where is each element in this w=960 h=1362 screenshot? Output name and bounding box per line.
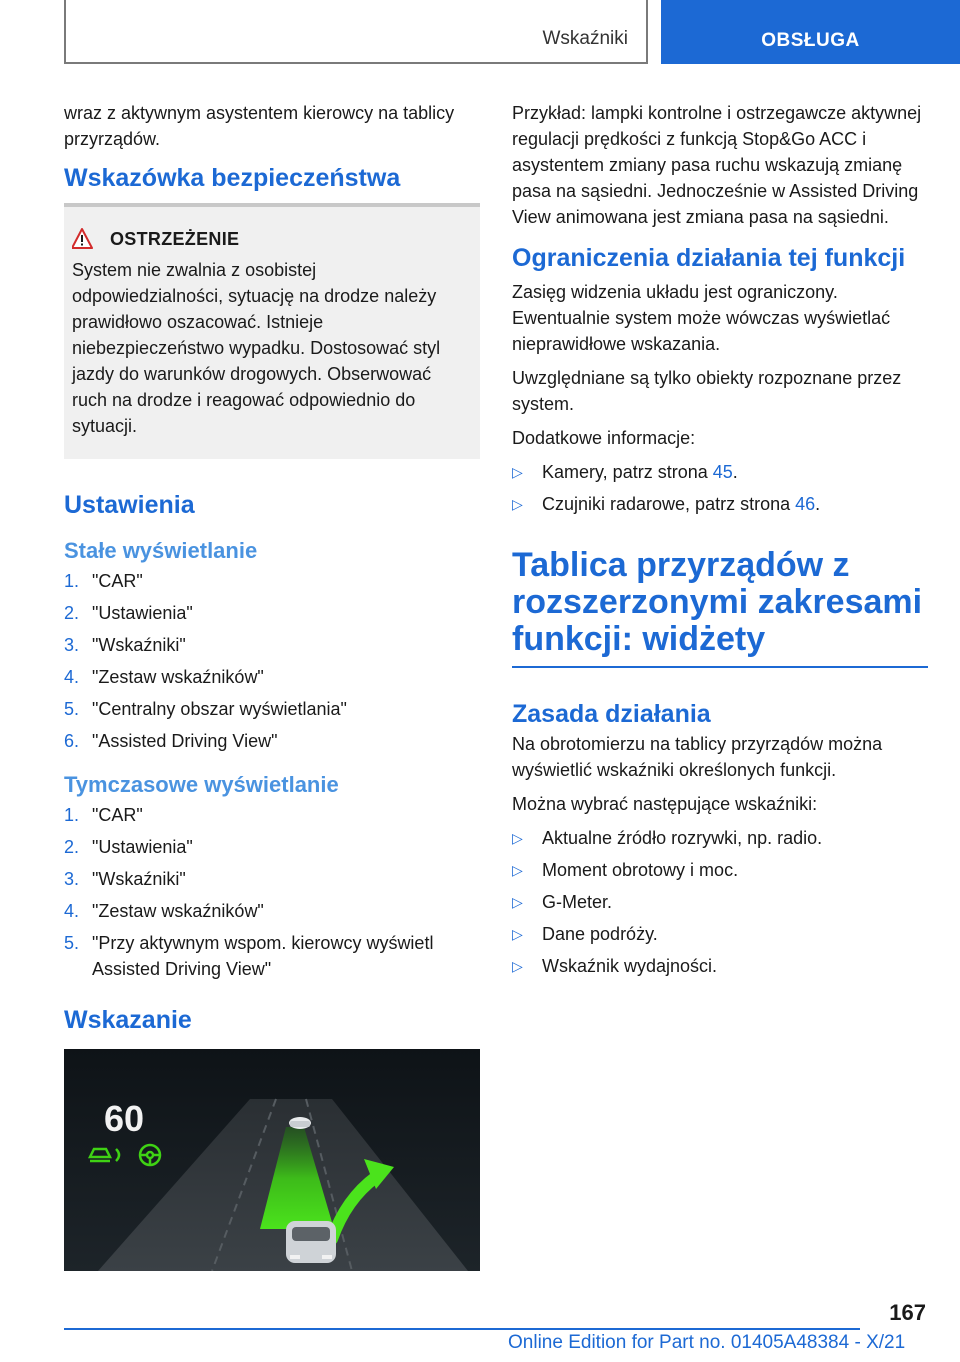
bullet-triangle-icon: ▷: [512, 958, 523, 974]
widgets-list: [512, 825, 928, 979]
list-item: ▷ Aktualne źródło rozrywki, np. radio.: [512, 825, 928, 851]
list-item: 1. "CAR": [64, 805, 143, 825]
list-item: 4. "Zestaw wskaźników": [64, 667, 264, 687]
list-item: 1. "CAR": [64, 571, 143, 591]
list-item: 2. "Ustawienia": [64, 837, 193, 857]
footer-edition: Online Edition for Part no. 01405A48384 - X/21: [508, 1332, 906, 1353]
principle-paragraph-1: Na obrotomierzu na tablicy przyrządów można wyświetlić wskaźniki określonych funkcji.: [512, 734, 883, 780]
list-item: 6. "Assisted Driving View": [64, 731, 278, 751]
bullet-triangle-icon: ▷: [512, 464, 523, 480]
warning-header: [72, 227, 470, 251]
limits-heading: Ograniczenia działania tej funkcji: [512, 244, 906, 272]
list-item: ▷ Wskaźnik wydajności.: [512, 953, 928, 979]
safety-heading: Wskazówka bezpieczeństwa: [64, 164, 480, 207]
header-chapter-title: OBSŁUGA: [761, 30, 860, 51]
permanent-steps-list: [64, 568, 480, 754]
assisted-driving-view-image: [64, 1049, 480, 1271]
list-item: 5. "Centralny obszar wyświetlania": [64, 699, 347, 719]
left-column: [64, 100, 480, 1271]
list-item: ▷ G-Meter.: [512, 889, 928, 915]
list-item: 4. "Zestaw wskaźników": [64, 901, 264, 921]
more-info-label: Dodatkowe informacje:: [512, 428, 696, 448]
header-section-box: [64, 0, 648, 64]
principle-heading: Zasada działania: [512, 700, 711, 728]
header-section-title: Wskaźniki: [542, 28, 628, 49]
page-link-cameras[interactable]: 45: [712, 462, 733, 482]
cluster-speed: 60: [104, 1098, 145, 1139]
footer-divider: [64, 1328, 860, 1330]
display-heading: Wskazanie: [64, 1006, 192, 1034]
bullet-triangle-icon: ▷: [512, 926, 523, 942]
temporary-display-heading: Tymczasowe wyświetlanie: [64, 772, 339, 797]
list-item: 2. "Ustawienia": [64, 603, 193, 623]
warning-box: [64, 207, 480, 459]
bullet-triangle-icon: ▷: [512, 830, 523, 846]
example-paragraph: Przykład: lampki kontrolne i ostrzegawcze aktywnej regulacji prędkości z funkcją Stop&Go ACC i asystentem zmiany pasa ruchu wskazują zmianę pasa na sąsiedni. Jednocześnie w Assisted Driving View animowana jest zmiana pasa na sąsiedni.: [512, 103, 922, 227]
list-item: ▷ Kamery, patrz strona 45.: [512, 459, 928, 485]
settings-heading: Ustawienia: [64, 491, 195, 519]
right-column: [512, 100, 928, 985]
list-item: ▷ Moment obrotowy i moc.: [512, 857, 928, 883]
page-link-radar[interactable]: 46: [795, 494, 816, 514]
list-item: 5. "Przy aktywnym wspom. kierowcy wyświetl Assisted Driving View": [64, 933, 434, 979]
list-item: ▷ Czujniki radarowe, patrz strona 46.: [512, 491, 928, 517]
widgets-main-heading: Tablica przyrządów z rozszerzonymi zakresami funkcji: widżety: [512, 547, 928, 668]
intro-paragraph: wraz z aktywnym asystentem kierowcy na tablicy przyrządów.: [64, 103, 455, 149]
bullet-triangle-icon: ▷: [512, 894, 523, 910]
list-item: ▷ Dane podróży.: [512, 921, 928, 947]
list-item: 3. "Wskaźniki": [64, 635, 186, 655]
list-item: 3. "Wskaźniki": [64, 869, 186, 889]
limits-paragraph-2: Uwzględniane są tylko obiekty rozpoznane przez system.: [512, 368, 902, 414]
limits-paragraph-1: Zasięg widzenia układu jest ograniczony. Ewentualnie system może wówczas wyświetlać nieprawidłowe wskazania.: [512, 282, 891, 354]
temporary-steps-list: [64, 802, 480, 982]
permanent-display-heading: Stałe wyświetlanie: [64, 538, 258, 563]
bullet-triangle-icon: ▷: [512, 496, 523, 512]
header-chapter-tab: [661, 0, 960, 64]
warning-title: OSTRZEŻENIE: [110, 228, 240, 249]
page-number: 167: [889, 1300, 926, 1325]
warning-text: System nie zwalnia z osobistej odpowiedzialności, sytuację na drodze należy prawidłowo oszacować. Istnieje niebezpieczeństwo wypadku. Dostosować styl jazdy do warunków drogowych. Obserwować ruch na drodze i reagować odpowiednio do sytuacji.: [72, 260, 441, 436]
references-list: [512, 459, 928, 517]
bullet-triangle-icon: ▷: [512, 862, 523, 878]
principle-paragraph-2: Można wybrać następujące wskaźniki:: [512, 794, 818, 814]
warning-triangle-icon: [72, 227, 110, 251]
